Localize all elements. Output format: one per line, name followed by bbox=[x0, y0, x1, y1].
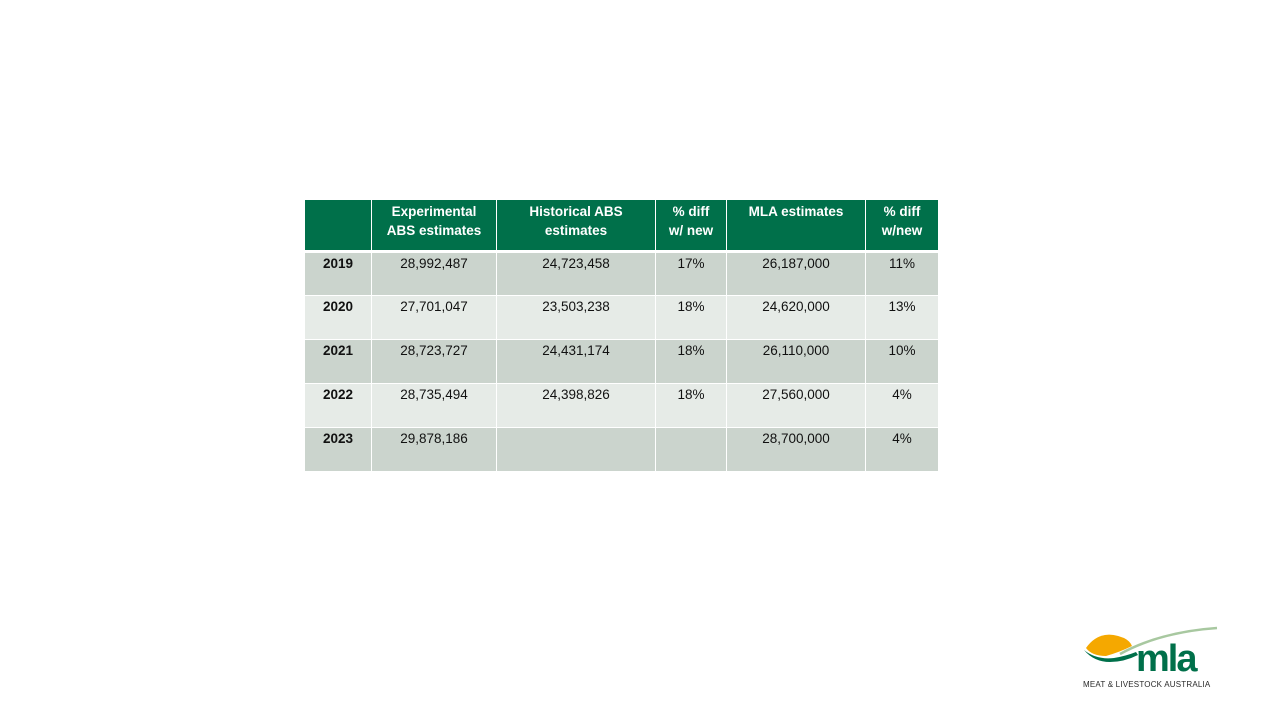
year-cell: 2020 bbox=[305, 296, 372, 340]
pct-diff-abs-cell: 18% bbox=[656, 384, 727, 428]
mla-estimates-cell: 24,620,000 bbox=[727, 296, 866, 340]
header-historical-abs: Historical ABS estimates bbox=[497, 200, 656, 252]
mla-logo bbox=[1080, 624, 1222, 692]
experimental-abs-cell: 28,735,494 bbox=[372, 384, 497, 428]
historical-abs-cell: 24,431,174 bbox=[497, 340, 656, 384]
pct-diff-mla-cell: 4% bbox=[866, 384, 939, 428]
mla-estimates-cell: 28,700,000 bbox=[727, 428, 866, 472]
historical-abs-cell: 24,723,458 bbox=[497, 252, 656, 296]
pct-diff-mla-cell: 10% bbox=[866, 340, 939, 384]
year-cell: 2023 bbox=[305, 428, 372, 472]
pct-diff-abs-cell: 18% bbox=[656, 340, 727, 384]
header-year bbox=[305, 200, 372, 252]
historical-abs-cell: 24,398,826 bbox=[497, 384, 656, 428]
pct-diff-mla-cell: 13% bbox=[866, 296, 939, 340]
table-row bbox=[305, 428, 939, 472]
experimental-abs-cell: 29,878,186 bbox=[372, 428, 497, 472]
header-experimental-abs: Experimental ABS estimates bbox=[372, 200, 497, 252]
pct-diff-mla-cell: 4% bbox=[866, 428, 939, 472]
year-cell: 2019 bbox=[305, 252, 372, 296]
mla-estimates-cell: 26,187,000 bbox=[727, 252, 866, 296]
estimates-table bbox=[304, 199, 939, 472]
pct-diff-mla-cell: 11% bbox=[866, 252, 939, 296]
logo-wordmark: mla bbox=[1136, 638, 1196, 680]
pct-diff-abs-cell bbox=[656, 428, 727, 472]
mla-estimates-cell: 26,110,000 bbox=[727, 340, 866, 384]
year-cell: 2022 bbox=[305, 384, 372, 428]
header-pct-diff-mla: % diff w/new bbox=[866, 200, 939, 252]
experimental-abs-cell: 27,701,047 bbox=[372, 296, 497, 340]
pct-diff-abs-cell: 18% bbox=[656, 296, 727, 340]
header-mla-estimates: MLA estimates bbox=[727, 200, 866, 252]
experimental-abs-cell: 28,992,487 bbox=[372, 252, 497, 296]
historical-abs-cell bbox=[497, 428, 656, 472]
pct-diff-abs-cell: 17% bbox=[656, 252, 727, 296]
experimental-abs-cell: 28,723,727 bbox=[372, 340, 497, 384]
table-header-row bbox=[305, 200, 939, 252]
table-row bbox=[305, 384, 939, 428]
table-row bbox=[305, 252, 939, 296]
year-cell: 2021 bbox=[305, 340, 372, 384]
table-row bbox=[305, 296, 939, 340]
header-pct-diff-abs: % diff w/ new bbox=[656, 200, 727, 252]
mla-estimates-cell: 27,560,000 bbox=[727, 384, 866, 428]
logo-tagline: MEAT & LIVESTOCK AUSTRALIA bbox=[1083, 680, 1211, 689]
historical-abs-cell: 23,503,238 bbox=[497, 296, 656, 340]
table-row bbox=[305, 340, 939, 384]
